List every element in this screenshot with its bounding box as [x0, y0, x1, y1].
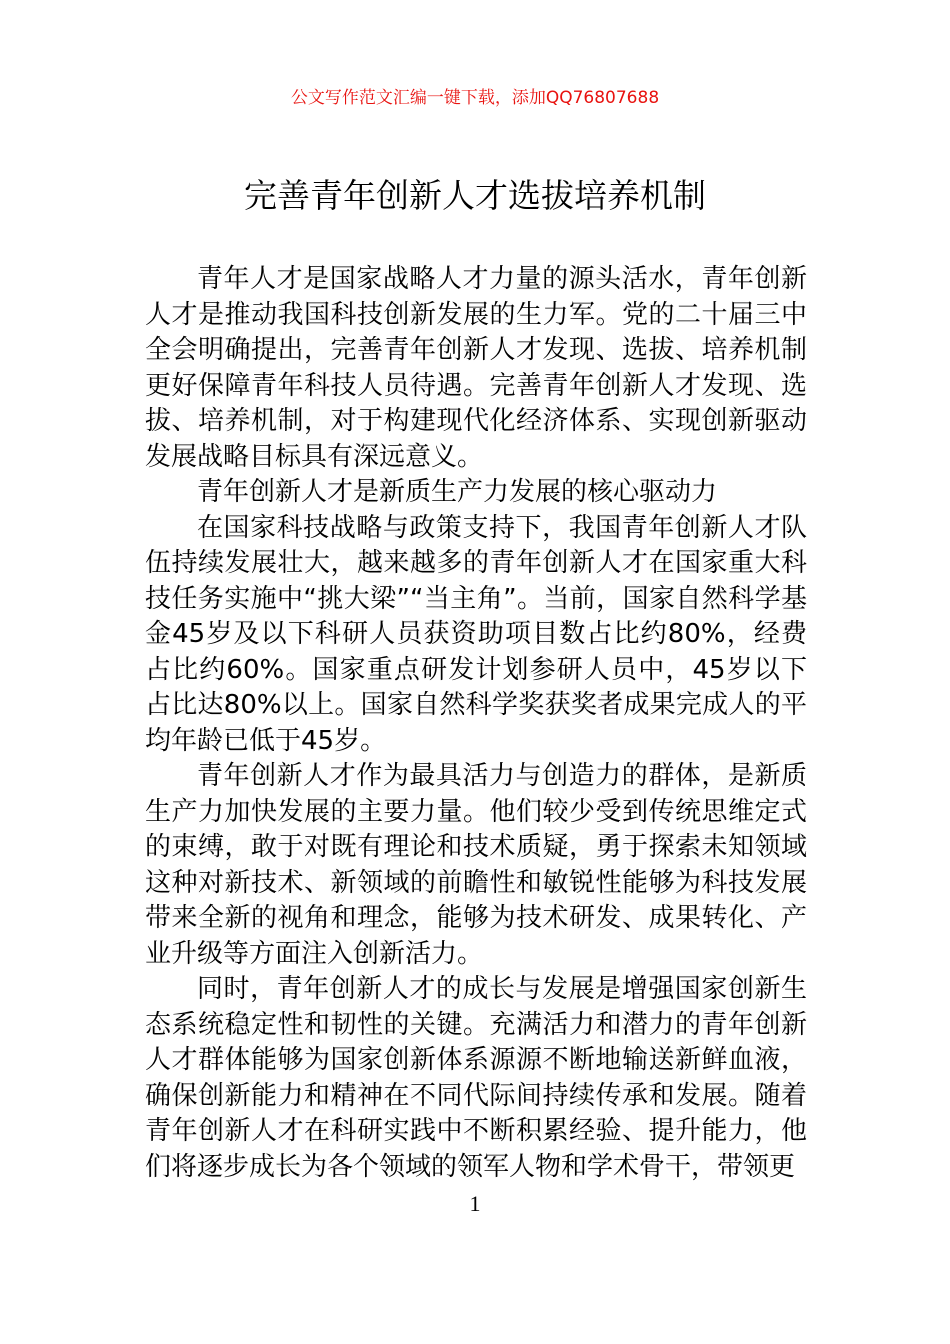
paragraph-statistics: 在国家科技战略与政策支持下，我国青年创新人才队伍持续发展壮大，越来越多的青年创新人才在国家重大科技任务实施中“挑大梁”“当主角”。当前，国家自然科学基金45岁及以下科研人员获资助项目数占比约80%，经费占比约60%。国家重点研发计划参研人员中，45岁以下占比达80%以上。国家自然科学奖获奖者成果完成人的平均年龄已低于45岁。: [145, 512, 807, 756]
paragraph-creativity: 青年创新人才作为最具活力与创造力的群体，是新质生产力加快发展的主要力量。他们较少受到传统思维定式的束缚，敢于对既有理论和技术质疑，勇于探索未知领域这种对新技术、新领域的前瞻性和敏锐性能够为科技发展带来全新的视角和理念，能够为技术研发、成果转化、产业升级等方面注入创新活力。: [145, 761, 807, 969]
header-note: 公文写作范文汇编一键下载，添加QQ76807688: [290, 88, 660, 108]
page-number: 1: [469, 1191, 481, 1216]
paragraph-ecosystem: 同时，青年创新人才的成长与发展是增强国家创新生态系统稳定性和韧性的关键。充满活力和潜力的青年创新人才群体能够为国家创新体系源源不断地输送新鲜血液，确保创新能力和精神在不同代际间持续传承和发展。随着青年创新人才在科研实践中不断积累经验、提升能力，他们将逐步成长为各个领域的领军人物和学术骨干，带领更: [145, 974, 807, 1182]
section-heading: 青年创新人才是新质生产力发展的核心驱动力: [197, 477, 718, 507]
paragraph-intro: 青年人才是国家战略人才力量的源头活水，青年创新人才是推动我国科技创新发展的生力军。党的二十届三中全会明确提出，完善青年创新人才发现、选拔、培养机制更好保障青年科技人员待遇。完善青年创新人才发现、选拔、培养机制，对于构建现代化经济体系、实现创新驱动发展战略目标具有深远意义。: [145, 264, 807, 472]
document-body: [145, 262, 807, 1185]
page-title: 完善青年创新人才选拔培养机制: [244, 176, 706, 215]
